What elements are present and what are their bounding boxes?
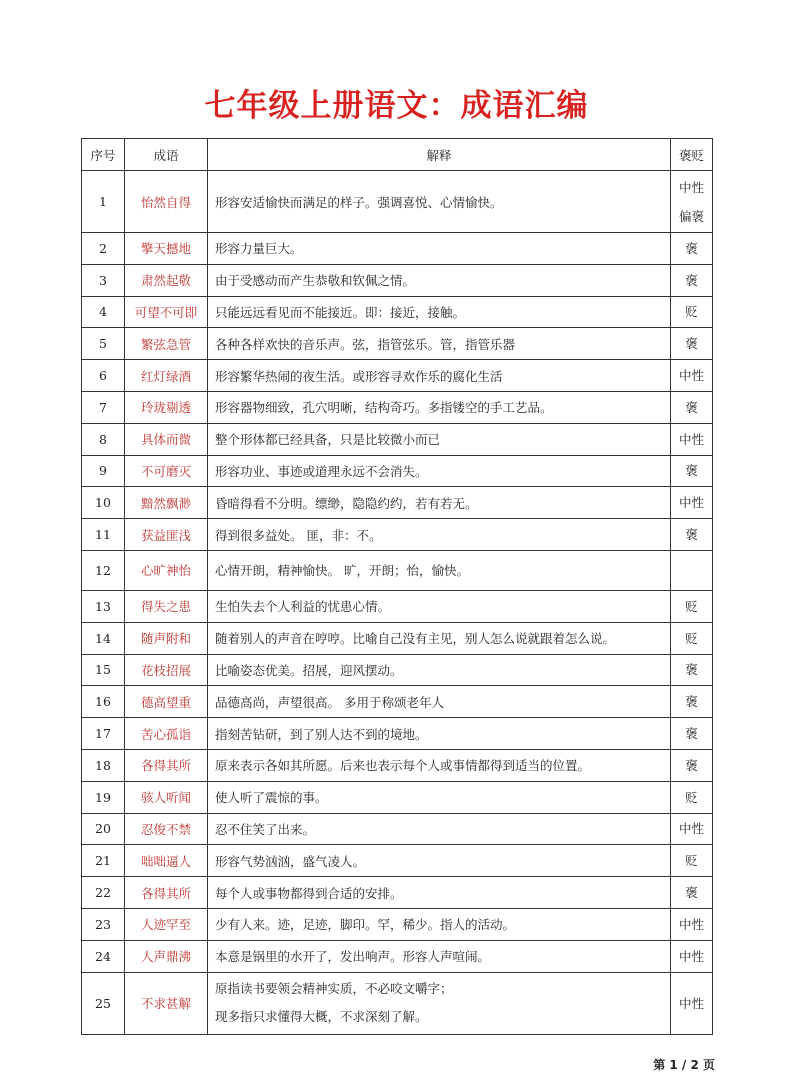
sentiment-label: 贬 (685, 630, 698, 646)
table-row (82, 550, 713, 590)
row-number: 6 (82, 360, 125, 392)
idiom-cell: 各得其所 (125, 749, 208, 781)
idiom-cell: 花枝招展 (125, 654, 208, 686)
table-row (82, 908, 713, 940)
explanation-cell: 形容功业、事迹或道理永远不会消失。 (208, 455, 671, 487)
idiom-cell: 苦心孤诣 (125, 718, 208, 750)
sentiment-cell (671, 877, 713, 909)
sentiment-label: 中性 (678, 916, 704, 932)
explanation-cell: 形容力量巨大。 (208, 233, 671, 265)
sentiment-label: 贬 (685, 789, 698, 805)
sentiment-label: 贬 (685, 853, 698, 869)
explanation-cell: 使人听了震惊的事。 (208, 781, 671, 813)
sentiment-label: 褒 (685, 694, 698, 710)
explanation-cell: 形容繁华热闹的夜生活。或形容寻欢作乐的腐化生活 (208, 360, 671, 392)
row-number: 15 (82, 654, 125, 686)
sentiment-cell (671, 423, 713, 455)
sentiment-label: 褒 (685, 240, 698, 256)
idiom-cell: 不可磨灭 (125, 455, 208, 487)
table-row (82, 519, 713, 551)
idiom-cell: 玲珑剔透 (125, 391, 208, 423)
idiom-table (81, 138, 713, 1035)
explanation-cell: 比喻姿态优美。招展，迎风摆动。 (208, 654, 671, 686)
idiom-cell: 忍俊不禁 (125, 813, 208, 845)
explanation-cell: 形容器物细致，孔穴明晰，结构奇巧。多指镂空的手工艺品。 (208, 391, 671, 423)
sentiment-cell (671, 718, 713, 750)
explanation-line: 原指读书要领会精神实质，不必咬文嚼字； (215, 981, 453, 997)
table-row (82, 877, 713, 909)
explanation-cell: 每个人或事物都得到合适的安排。 (208, 877, 671, 909)
explanation-cell: 忍不住笑了出来。 (208, 813, 671, 845)
sentiment-label: 中性 (678, 495, 704, 511)
explanation-cell: 得到很多益处。 匪，非：不。 (208, 519, 671, 551)
explanation-cell: 形容气势汹汹，盛气凌人。 (208, 845, 671, 877)
row-number: 14 (82, 622, 125, 654)
sentiment-label: 中性 (678, 368, 704, 384)
explanation-cell: 少有人来。迹，足迹，脚印。罕，稀少。指人的活动。 (208, 908, 671, 940)
sentiment-cell (671, 391, 713, 423)
sentiment-cell (671, 622, 713, 654)
explanation-cell: 只能远远看见而不能接近。即：接近，接触。 (208, 296, 671, 328)
row-number: 25 (82, 972, 125, 1034)
idiom-cell: 获益匪浅 (125, 519, 208, 551)
row-number: 8 (82, 423, 125, 455)
sentiment-label: 贬 (685, 598, 698, 614)
idiom-cell: 得失之患 (125, 590, 208, 622)
row-number: 20 (82, 813, 125, 845)
explanation-cell: 品德高尚，声望很高。 多用于称颂老年人 (208, 686, 671, 718)
idiom-cell: 红灯绿酒 (125, 360, 208, 392)
row-number: 7 (82, 391, 125, 423)
idiom-cell: 肃然起敬 (125, 264, 208, 296)
sentiment-cell (671, 519, 713, 551)
row-number: 2 (82, 233, 125, 265)
row-number: 12 (82, 550, 125, 590)
table-row (82, 590, 713, 622)
sentiment-label: 褒 (685, 336, 698, 352)
table-row (82, 972, 713, 1034)
sentiment-cell (671, 781, 713, 813)
row-number: 4 (82, 296, 125, 328)
explanation-cell: 原来表示各如其所愿。后来也表示每个人或事情都得到适当的位置。 (208, 749, 671, 781)
idiom-cell: 咄咄逼人 (125, 845, 208, 877)
page-title: 七年级上册语文：成语汇编 (204, 88, 589, 124)
sentiment-label: 中性 (678, 179, 704, 195)
explanation-cell: 随着别人的声音在哼哼。比喻自己没有主见，别人怎么说就跟着怎么说。 (208, 622, 671, 654)
sentiment-label: 褒 (685, 662, 698, 678)
table-row (82, 622, 713, 654)
table-row (82, 487, 713, 519)
table-row (82, 360, 713, 392)
row-number: 5 (82, 328, 125, 360)
sentiment-label: 褒 (685, 463, 698, 479)
explanation-line: 现多指只求懂得大概，不求深刻了解。 (215, 1009, 428, 1025)
idiom-cell: 随声附和 (125, 622, 208, 654)
idiom-cell: 人迹罕至 (125, 908, 208, 940)
sentiment-cell (671, 908, 713, 940)
table-row (82, 171, 713, 233)
sentiment-cell (671, 590, 713, 622)
explanation-cell: 指刻苦钻研，到了别人达不到的境地。 (208, 718, 671, 750)
table-row (82, 264, 713, 296)
header-explanation: 解释 (208, 139, 671, 171)
row-number: 24 (82, 940, 125, 972)
sentiment-cell (671, 550, 713, 590)
idiom-cell: 人声鼎沸 (125, 940, 208, 972)
sentiment-label: 偏褒 (678, 208, 704, 224)
explanation-cell: 昏暗得看不分明。缥缈，隐隐约约，若有若无。 (208, 487, 671, 519)
table-row (82, 718, 713, 750)
sentiment-label: 褒 (685, 885, 698, 901)
page-footer: 第 1 / 2 页 (653, 1058, 715, 1072)
table-row (82, 423, 713, 455)
row-number: 21 (82, 845, 125, 877)
sentiment-cell (671, 940, 713, 972)
sentiment-cell (671, 360, 713, 392)
idiom-cell: 德高望重 (125, 686, 208, 718)
sentiment-cell (671, 972, 713, 1034)
header-idiom: 成语 (125, 139, 208, 171)
sentiment-cell (671, 686, 713, 718)
table-row (82, 813, 713, 845)
row-number: 3 (82, 264, 125, 296)
explanation-cell: 本意是锅里的水开了，发出响声。形容人声喧闹。 (208, 940, 671, 972)
table-row (82, 328, 713, 360)
table-header-row (82, 139, 713, 171)
row-number: 1 (82, 171, 125, 233)
table-body (82, 171, 713, 1035)
table-row (82, 654, 713, 686)
table-row (82, 455, 713, 487)
explanation-cell (208, 972, 671, 1034)
idiom-cell: 擎天撼地 (125, 233, 208, 265)
sentiment-label: 中性 (678, 821, 704, 837)
idiom-cell: 心旷神怡 (125, 550, 208, 590)
idiom-cell: 怡然自得 (125, 171, 208, 233)
table-row (82, 940, 713, 972)
row-number: 19 (82, 781, 125, 813)
row-number: 13 (82, 590, 125, 622)
header-sentiment: 褒贬 (671, 139, 713, 171)
explanation-cell: 整个形体都已经具备，只是比较微小而已 (208, 423, 671, 455)
header-num: 序号 (82, 139, 125, 171)
idiom-cell: 具体而微 (125, 423, 208, 455)
table-row (82, 749, 713, 781)
row-number: 9 (82, 455, 125, 487)
row-number: 17 (82, 718, 125, 750)
idiom-cell: 可望不可即 (125, 296, 208, 328)
row-number: 11 (82, 519, 125, 551)
idiom-cell: 各得其所 (125, 877, 208, 909)
row-number: 23 (82, 908, 125, 940)
idiom-cell: 不求甚解 (125, 972, 208, 1034)
sentiment-cell (671, 233, 713, 265)
table-row (82, 233, 713, 265)
sentiment-label: 褒 (685, 726, 698, 742)
sentiment-label: 中性 (678, 431, 704, 447)
sentiment-label: 褒 (685, 272, 698, 288)
explanation-cell: 由于受感动而产生恭敬和钦佩之情。 (208, 264, 671, 296)
sentiment-cell (671, 845, 713, 877)
sentiment-label: 中性 (678, 995, 704, 1011)
table-row (82, 845, 713, 877)
table-row (82, 391, 713, 423)
sentiment-cell (671, 749, 713, 781)
sentiment-cell (671, 487, 713, 519)
sentiment-cell (671, 455, 713, 487)
explanation-cell: 生怕失去个人利益的忧患心情。 (208, 590, 671, 622)
row-number: 16 (82, 686, 125, 718)
table-row (82, 296, 713, 328)
sentiment-cell (671, 328, 713, 360)
idiom-cell: 黯然飘渺 (125, 487, 208, 519)
row-number: 18 (82, 749, 125, 781)
sentiment-cell (671, 813, 713, 845)
sentiment-label: 中性 (678, 948, 704, 964)
sentiment-label: 褒 (685, 757, 698, 773)
row-number: 10 (82, 487, 125, 519)
idiom-cell: 繁弦急管 (125, 328, 208, 360)
table-row (82, 686, 713, 718)
sentiment-cell (671, 654, 713, 686)
row-number: 22 (82, 877, 125, 909)
sentiment-cell (671, 171, 713, 233)
idiom-cell: 骇人听闻 (125, 781, 208, 813)
explanation-cell: 心情开朗，精神愉快。 旷，开朗；怡，愉快。 (208, 550, 671, 590)
sentiment-cell (671, 296, 713, 328)
sentiment-cell (671, 264, 713, 296)
sentiment-label: 褒 (685, 527, 698, 543)
explanation-cell: 形容安适愉快而满足的样子。强调喜悦、心情愉快。 (208, 171, 671, 233)
explanation-cell: 各种各样欢快的音乐声。弦，指管弦乐。管，指管乐器 (208, 328, 671, 360)
table-row (82, 781, 713, 813)
sentiment-label: 贬 (685, 304, 698, 320)
sentiment-label: 褒 (685, 399, 698, 415)
